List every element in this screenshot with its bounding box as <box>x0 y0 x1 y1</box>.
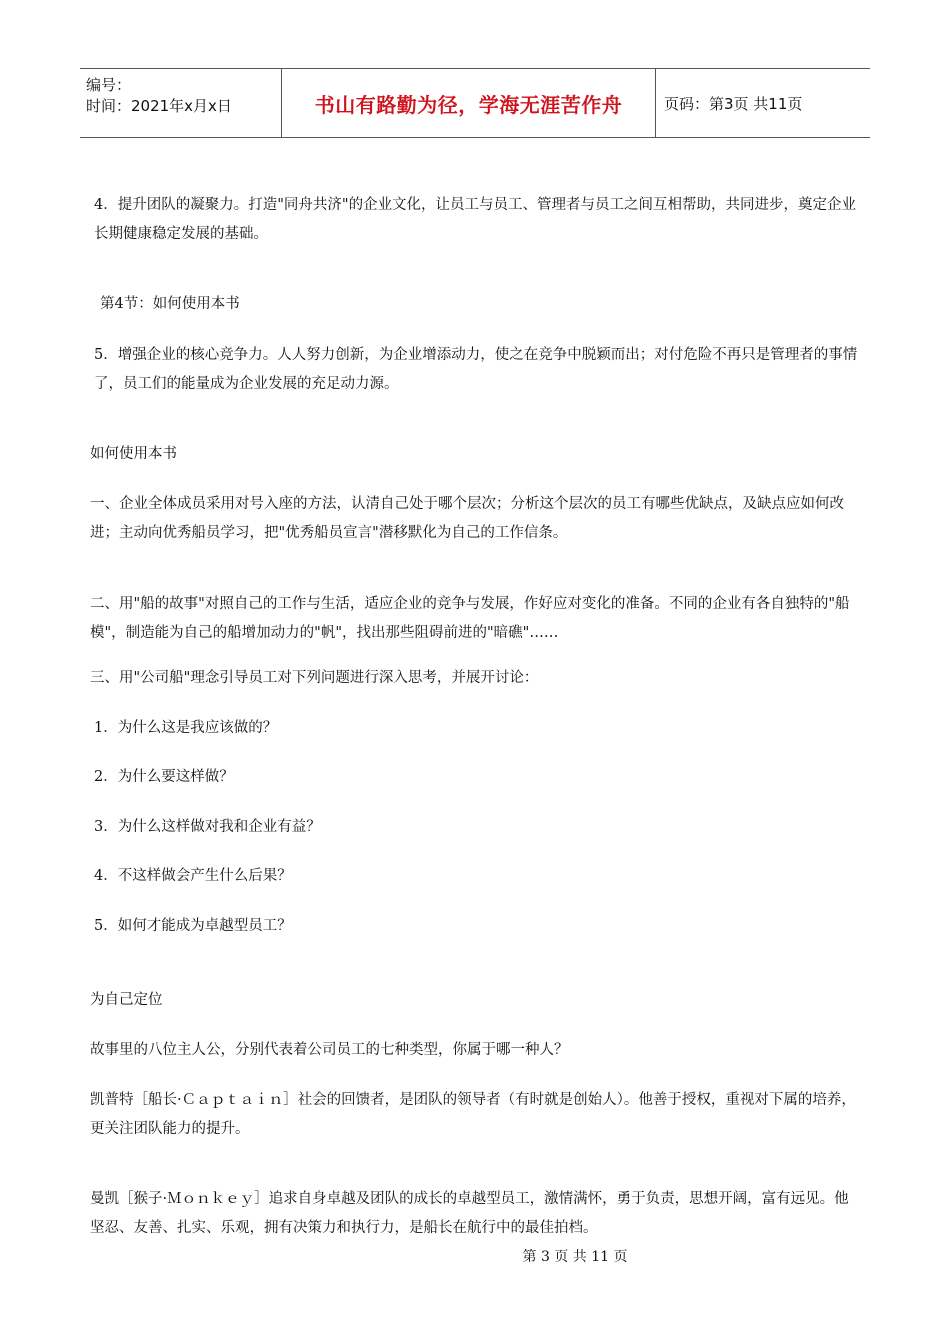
section-heading: 第4节：如何使用本书 <box>100 296 240 312</box>
paragraph-method-2: 二、用"船的故事"对照自己的工作与生活，适应企业的竞争与发展，作好应对变化的准备。不同的企业有各自独特的"船模"，制造能为自己的船增加动力的"帆"，找出那些阻碍前进的"暗礁"…… <box>90 596 850 641</box>
header-page-info-cell <box>656 69 870 137</box>
paragraph-monkey: 曼凯［猴子·Ｍｏｎｋｅｙ］追求自身卓越及团队的成长的卓越型员工，激情满怀，勇于负责，思想开阔，富有远见。他坚忍、友善、扎实、乐观，拥有决策力和执行力，是船长在航行中的最佳拍档。 <box>90 1191 849 1236</box>
header-page-info: 页码：第3页 共11页 <box>664 94 803 113</box>
heading-how-to-use: 如何使用本书 <box>90 446 177 462</box>
page-header <box>80 68 870 138</box>
paragraph-eight-characters: 故事里的八位主人公，分别代表着公司员工的七种类型，你属于哪一种人？ <box>90 1042 569 1058</box>
question-5: 5．如何才能成为卓越型员工？ <box>94 918 292 934</box>
date-label: 时间：2021年x月x日 <box>86 97 232 115</box>
paragraph-point-5: 5．增强企业的核心竞争力。人人努力创新，为企业增添动力，使之在竞争中脱颖而出；对付危险不再只是管理者的事情了，员工们的能量成为企业发展的充足动力源。 <box>94 347 858 392</box>
question-3: 3．为什么这样做对我和企业有益？ <box>94 819 321 835</box>
paragraph-method-3: 三、用"公司船"理念引导员工对下列问题进行深入思考，并展开讨论： <box>90 670 539 686</box>
serial-label: 编号： <box>86 76 132 94</box>
heading-self-position: 为自己定位 <box>90 992 163 1008</box>
paragraph-method-1: 一、企业全体成员采用对号入座的方法，认清自己处于哪个层次；分析这个层次的员工有哪些优缺点，及缺点应如何改进；主动向优秀船员学习，把"优秀船员宣言"潜移默化为自己的工作信条。 <box>90 496 844 541</box>
paragraph-captain: 凯普特［船长·Ｃａｐｔａｉｎ］社会的回馈者，是团队的领导者（有时就是创始人）。他善于授权，重视对下属的培养，更关注团队能力的提升。 <box>90 1092 856 1137</box>
question-2: 2．为什么要这样做？ <box>94 769 234 785</box>
paragraph-point-4: 4．提升团队的凝聚力。打造"同舟共济"的企业文化，让员工与员工、管理者与员工之间互相帮助，共同进步，奠定企业长期健康稳定发展的基础。 <box>94 197 857 242</box>
header-motto: 书山有路勤为径，学海无涯苦作舟 <box>314 92 623 117</box>
footer-page-number: 第 3 页 共 11 页 <box>522 1249 628 1265</box>
page-footer <box>0 1246 950 1266</box>
question-4: 4．不这样做会产生什么后果？ <box>94 868 292 884</box>
header-meta <box>80 69 282 137</box>
header-motto-cell <box>282 69 656 137</box>
question-1: 1．为什么这是我应该做的？ <box>94 720 278 736</box>
